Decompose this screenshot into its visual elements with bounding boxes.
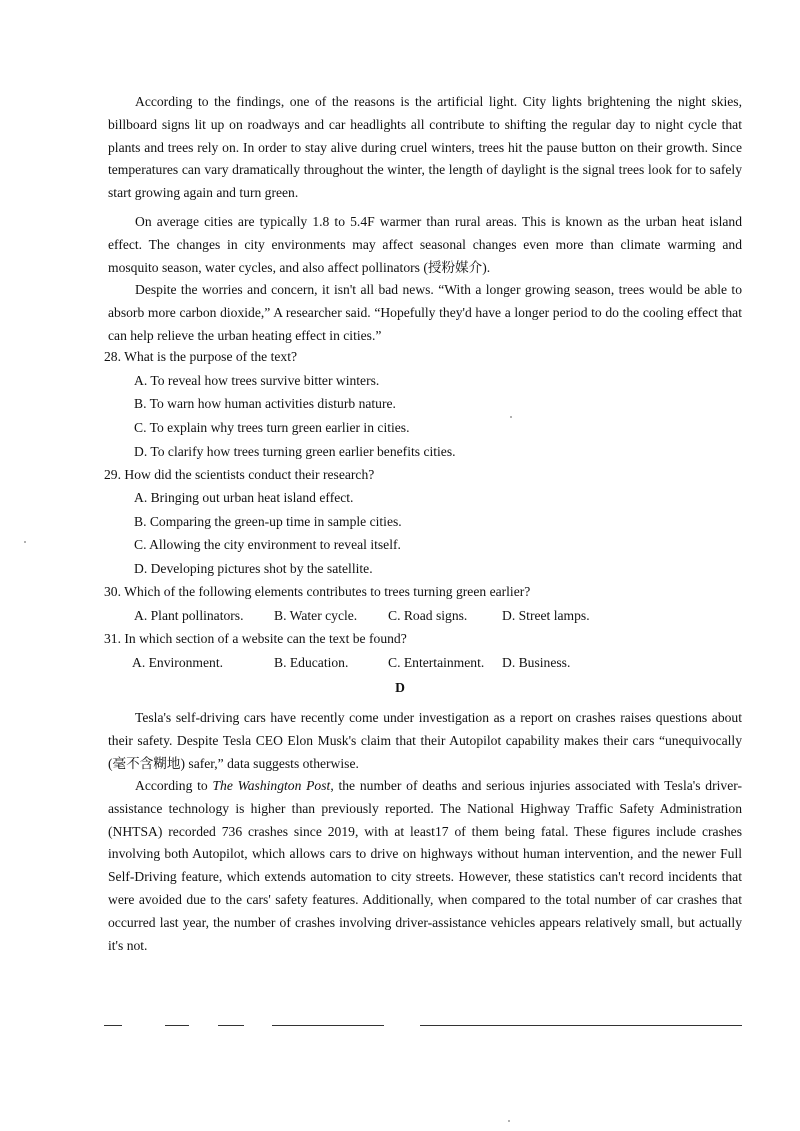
question-28-option-d: D. To clarify how trees turning green earlier benefits cities. [134,444,456,459]
question-30-option-d: D. Street lamps. [502,608,590,623]
question-29-stem: 29. How did the scientists conduct their research? [104,467,375,482]
scan-speck [510,416,512,418]
passage-d-paragraph-1: Tesla's self-driving cars have recently come under investigation as a report on crashes raises questions about their safety. Despite Tesla CEO Elon Musk's claim that their Autopilot capability makes their cars “unequivocally (毫不含糊地) safer,” data suggests otherwise. [108,710,742,771]
question-31-option-d: D. Business. [502,655,571,670]
question-31-option-a: A. Environment. [132,655,223,670]
question-29-option-c: C. Allowing the city environment to reveal itself. [134,537,401,552]
passage-d-paragraph-2 [108,775,742,957]
bottom-divider-line [420,1025,742,1026]
question-29-option-a: A. Bringing out urban heat island effect. [134,490,354,505]
question-29-option-b: B. Comparing the green-up time in sample cities. [134,514,402,529]
divider-dash-3 [218,1025,244,1026]
question-28-option-c: C. To explain why trees turn green earlier in cities. [134,420,410,435]
question-31-option-c: C. Entertainment. [388,655,485,670]
passage-d-paragraph-2-intro: According to [135,778,213,793]
passage-c-paragraph-1: According to the findings, one of the reasons is the artificial light. City lights brightening the night skies, billboard signs lit up on roadways and car headlights all contribute to shifting the regular day to night cycle that plants and trees rely on. In order to stay alive during cruel winters, trees hit the pause button on their growth. Since temperatures can vary dramatically throughout the winter, the length of daylight is the signal trees look for to safely start growing again and turn green. [108,94,742,201]
question-28-option-a: A. To reveal how trees survive bitter winters. [134,373,380,388]
question-28-option-b: B. To warn how human activities disturb nature. [134,396,396,411]
source-the-washington-post: The Washington Post [212,778,331,793]
question-28-stem: 28. What is the purpose of the text? [104,349,298,364]
divider-dash-4 [272,1025,384,1026]
question-30-option-c: C. Road signs. [388,608,468,623]
question-30-option-b: B. Water cycle. [274,608,358,623]
scan-speck [24,541,26,543]
section-heading-d: D [395,680,405,695]
scan-speck [508,1120,510,1122]
question-31-option-b: B. Education. [274,655,349,670]
divider-dash-2 [165,1025,189,1026]
passage-c-paragraph-2: On average cities are typically 1.8 to 5.4F warmer than rural areas. This is known as the urban heat island effect. The changes in city environments may affect seasonal changes even more than climate warming and mosquito season, water cycles, and also affect pollinators (授粉媒介). [108,214,742,275]
question-29-option-d: D. Developing pictures shot by the satellite. [134,561,373,576]
passage-c-paragraph-3: Despite the worries and concern, it isn't all bad news. “With a longer growing season, trees would be able to absorb more carbon dioxide,” A researcher said. “Hopefully they'd have a longer period to do the cooling effect that can help relieve the urban heating effect in cities.” [108,282,742,343]
question-30-stem: 30. Which of the following elements contributes to trees turning green earlier? [104,584,531,599]
question-30-option-a: A. Plant pollinators. [134,608,244,623]
divider-dash-1 [104,1025,122,1026]
question-31-stem: 31. In which section of a website can the text be found? [104,631,407,646]
passage-d-paragraph-2-body: , the number of deaths and serious injuries associated with Tesla's driver-assistance technology is higher than previously reported. The National Highway Traffic Safety Administration (NHTSA) recorded 736 crashes since 2019, with at least17 of them being fatal. These figures include crashes involving both Autopilot, which allows cars to drive on highways without human intervention, and the newer Full Self-Driving feature, which extends automation to city streets. However, these statistics can't record incidents that were avoided due to the cars' safety features. Additionally, when compared to the total number of car crashes that occurred last year, the number of crashes involving driver-assistance vehicles appears relatively small, but actually it's not. [108,778,743,953]
